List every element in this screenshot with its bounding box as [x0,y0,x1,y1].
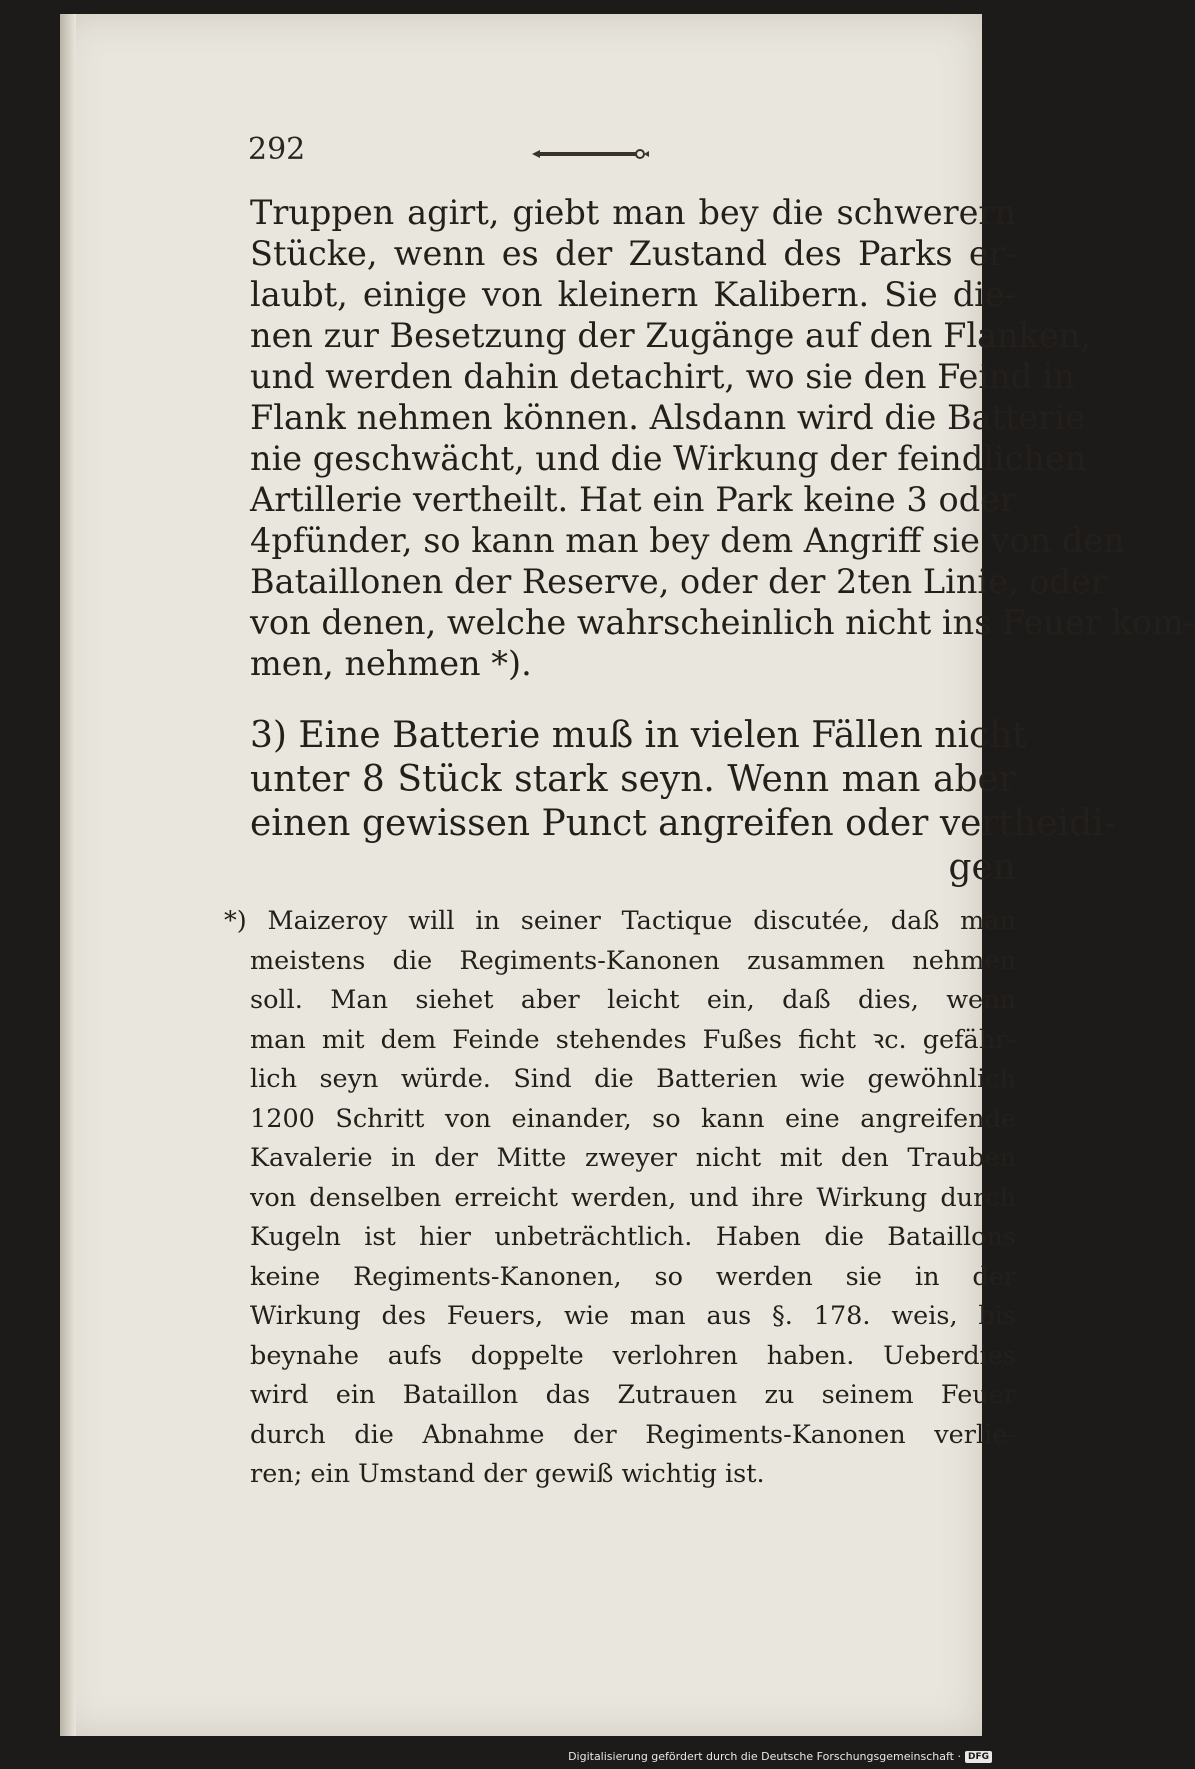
footnote-line: lich seyn würde. Sind die Batterien wie gewöhnlich [250,1064,1016,1094]
page-number: 292 [248,132,306,167]
text-line: Artillerie vertheilt. Hat ein Park keine 3 oder [250,480,1016,519]
section-line: einen gewissen Punct angreifen oder vertheidi- [250,803,1116,844]
footnote-line: beynahe aufs doppelte verlohren haben. Ueberdies [250,1340,1016,1371]
text-line: men, nehmen *). [250,644,532,683]
footnote-line: Wirkung des Feuers, wie man aus §. 178. weis, bis [250,1301,1016,1331]
footnote-line: ren; ein Umstand der gewiß wichtig ist. [250,1459,765,1489]
section-line: unter 8 Stück stark seyn. Wenn man aber [250,759,1016,800]
text-line: nie geschwächt, und die Wirkung der feindlichen [250,439,1087,478]
text-line: Bataillonen der Reserve, oder der 2ten Linie, oder [250,562,1107,601]
text-line: Flank nehmen können. Alsdann wird die Batterie [250,398,1085,437]
text-line: und werden dahin detachirt, wo sie den Feind in [250,357,1075,396]
digitization-credit [568,1750,992,1763]
footnote-line: Kavalerie in der Mitte zweyer nicht mit den Trauben [250,1143,1016,1173]
footnote-line: meistens die Regiments-Kanonen zusammen nehmen [250,945,1016,976]
page-header [248,132,1028,172]
footnote-line: Kugeln ist hier unbeträchtlich. Haben die Bataillons [250,1222,1016,1252]
paragraph-gap [250,684,1016,714]
rule-ornament-icon [530,146,650,165]
credit-text: Digitalisierung gefördert durch die Deutsche Forschungsgemeinschaft · [568,1750,961,1763]
main-text [250,192,1195,890]
text-line: 4pfünder, so kann man bey dem Angriff sie von den [250,521,1125,560]
book-page [60,14,1195,1736]
numbered-paragraph [250,714,1116,890]
footnote-line: man mit dem Feinde stehendes Fußes ficht ꝛc. gefähr- [250,1024,1016,1055]
text-line: Truppen agirt, giebt man bey die schwerern [250,193,1016,232]
footnote-line: durch die Abnahme der Regiments-Kanonen verlie- [250,1419,1016,1450]
text-line: nen zur Besetzung der Zugänge auf den Flanken, [250,316,1091,355]
footnote-line: 1200 Schritt von einander, so kann eine angreifende [250,1103,1016,1134]
footnote-line: von denselben erreicht werden, und ihre Wirkung durch [250,1182,1016,1213]
footnote-line: keine Regiments-Kanonen, so werden sie in der [250,1261,1016,1292]
footnote [224,902,1016,1495]
page-spine-shadow [60,14,76,1736]
text-line: laubt, einige von kleinern Kalibern. Sie die- [250,275,1016,314]
dfg-logo-icon: DFG [965,1751,992,1763]
footnote-line: *) Maizeroy will in seiner Tactique discutée, daß man [224,906,1016,936]
footnote-line: wird ein Bataillon das Zutrauen zu seinem Feuer [250,1380,1016,1410]
catchword: gen [948,847,1016,888]
footnote-line: soll. Man siehet aber leicht ein, daß dies, wenn [250,985,1016,1015]
text-line: Stücke, wenn es der Zustand des Parks er- [250,234,1016,273]
text-line: von denen, welche wahrscheinlich nicht ins Feuer kom- [250,603,1195,642]
section-line: 3) Eine Batterie muß in vielen Fällen nicht [250,715,1027,756]
